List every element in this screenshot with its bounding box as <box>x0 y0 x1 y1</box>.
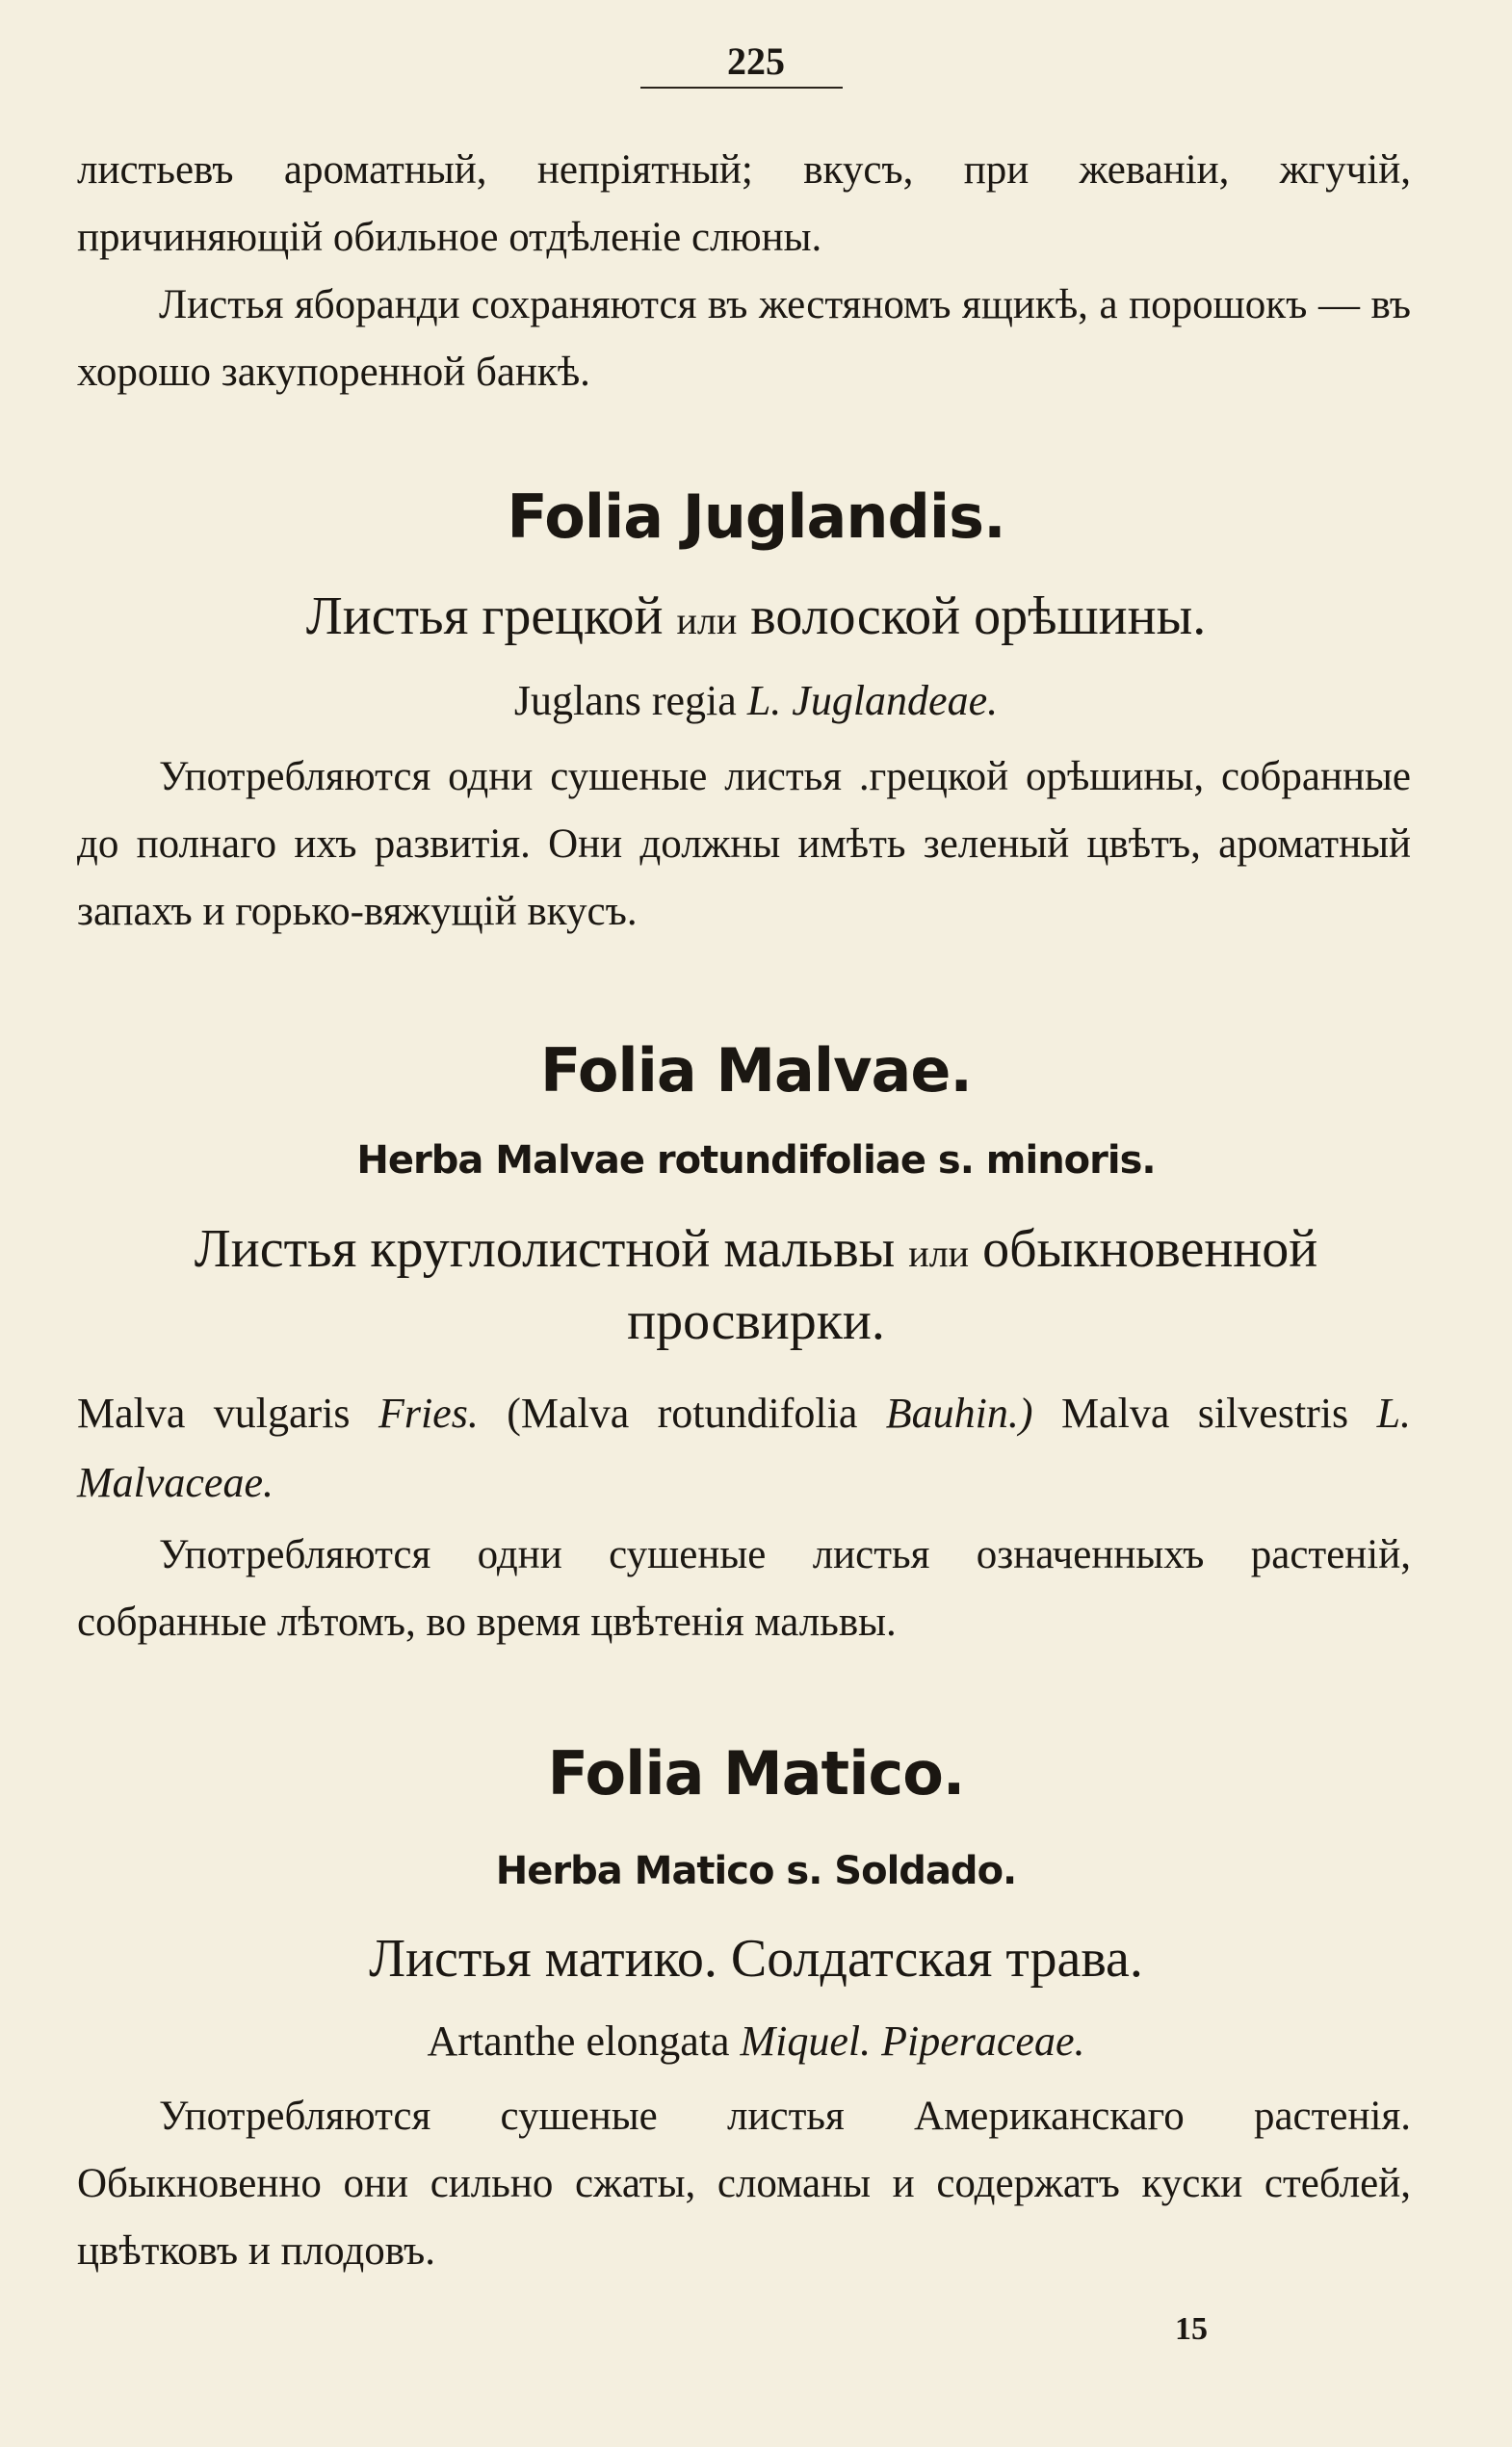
ru-title-juglandis-b: волоской орѣшины. <box>750 586 1207 646</box>
matico-description: Употребляются сушеные листья Американскаго растенія. Обыкновенно они сильно сжаты, сломаны и содержатъ куски стеблей, цвѣтковъ и плодовъ. <box>77 2094 1411 2274</box>
header-rule <box>640 87 843 89</box>
source-malvae-1-author: Fries. <box>378 1390 479 1437</box>
source-malvae-3-author: L. Malvaceae. <box>77 1390 1412 1506</box>
ru-title-malvae-or: или <box>908 1232 970 1275</box>
ru-title-juglandis-or: или <box>676 599 738 642</box>
source-matico-author: Miquel. Piperaceae. <box>740 2017 1085 2065</box>
ru-title-malvae <box>0 1218 1512 1280</box>
source-malvae-2-author: Bauhin.) <box>885 1390 1033 1437</box>
juglandis-paragraph <box>77 743 1411 946</box>
intro-line-2: причиняющій обильное отдѣленіе слюны. <box>77 215 822 260</box>
intro-line-1: листьевъ ароматный, непріятный; вкусъ, при жеваніи, жгучій, <box>77 147 1411 193</box>
source-juglandis-latin: Juglans regia <box>513 677 737 724</box>
source-malvae-2: (Malva rotundifolia <box>507 1390 858 1437</box>
ru-title-matico: Листья матико. Солдатская трава. <box>369 1929 1143 1989</box>
ru-title-juglandis <box>0 586 1512 647</box>
synonym-matico: Herba Matico s. Soldado. <box>495 1849 1017 1893</box>
source-malvae-1: Malva vulgaris <box>77 1390 351 1437</box>
source-malvae-3: Malva silvestris <box>1060 1390 1349 1437</box>
source-matico <box>0 2017 1512 2066</box>
storage-paragraph: Листья яборанди сохраняются въ жестяномъ ящикѣ, а порошокъ — въ хорошо закупоренной банкѣ. <box>77 282 1411 395</box>
malvae-paragraph <box>77 1522 1411 1656</box>
heading-malvae: Folia Malvae. <box>539 1035 972 1106</box>
ru-title-malvae-a: Листья круглолистной мальвы <box>194 1219 896 1279</box>
source-malvae <box>77 1379 1411 1518</box>
ru-title-malvae-b: обыкновенной <box>982 1219 1318 1279</box>
source-juglandis <box>0 676 1512 725</box>
source-juglandis-author: L. Juglandeae. <box>746 677 999 724</box>
synonym-malvae: Herba Malvae rotundifoliae s. minoris. <box>356 1138 1156 1183</box>
ru-title-juglandis-a: Листья грецкой <box>305 586 664 646</box>
signature-mark: 15 <box>1175 2311 1208 2347</box>
heading-juglandis: Folia Juglandis. <box>507 482 1005 552</box>
source-matico-latin: Artanthe elongata <box>427 2017 730 2065</box>
heading-matico: Folia Matico. <box>547 1738 965 1809</box>
malvae-description: Употребляются одни сушеные листья означенныхъ растеній, собранные лѣтомъ, во время цвѣтенія мальвы. <box>77 1532 1411 1645</box>
matico-paragraph <box>77 2083 1411 2285</box>
intro-paragraph <box>77 137 1411 406</box>
juglandis-description: Употребляются одни сушеные листья .грецкой орѣшины, собранные до полнаго ихъ развитія. Они должны имѣть зеленый цвѣтъ, ароматный запахъ и горько-вяжущій вкусъ. <box>77 754 1411 934</box>
page-number: 225 <box>727 39 785 83</box>
ru-title-malvae-line-2: просвирки. <box>627 1291 885 1351</box>
